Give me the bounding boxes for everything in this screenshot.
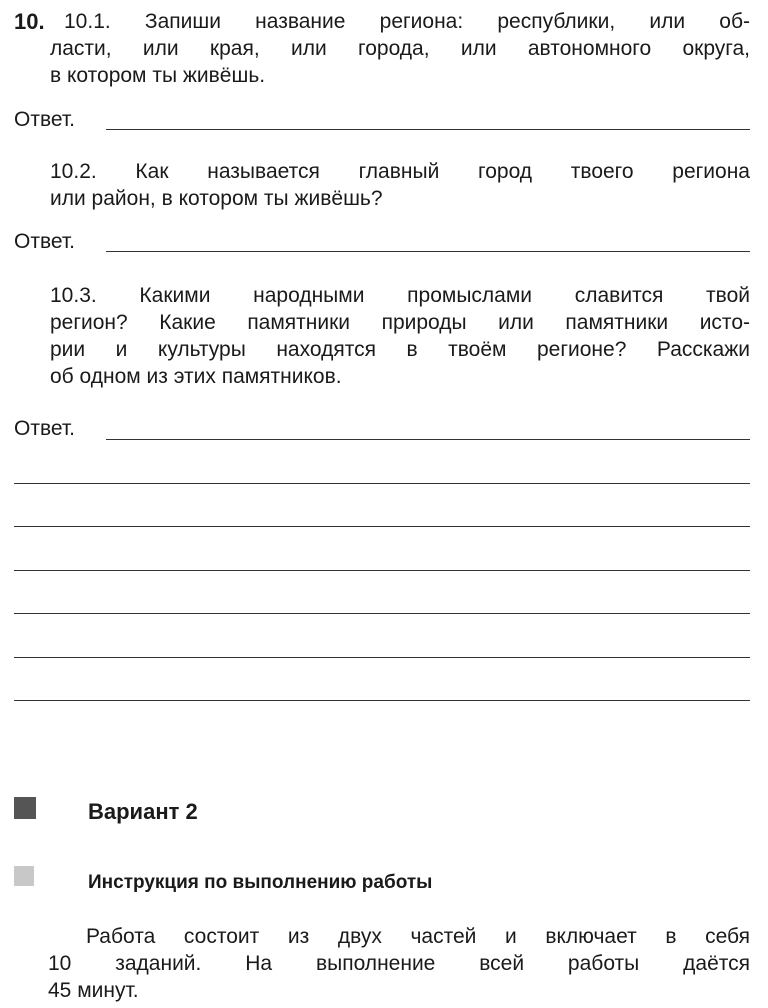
instruction-text [48,923,750,1004]
question-line: об одном из этих памятников. [50,365,342,388]
question-line: рии и культуры находятся в твоём регионе? Расскажи [50,338,750,361]
answer-label: Ответ. [14,230,75,253]
answer-line[interactable] [14,570,750,571]
question-line: регион? Какие памятники природы или памятники исто- [50,311,750,334]
answer-line[interactable] [14,700,750,701]
answer-line[interactable] [106,439,750,440]
question-line: 10.3. Какими народными промыслами славится твой [50,284,750,307]
instruction-line: 45 минут. [48,979,139,1002]
instruction-title: Инструкция по выполнению работы [88,872,433,893]
answer-line[interactable] [106,129,750,130]
question-10-3 [50,282,750,390]
answer-line[interactable] [14,613,750,614]
question-10-2 [50,158,750,212]
question-line: ласти, или края, или города, или автономного округа, [50,37,750,60]
light-square-icon [14,866,34,886]
answer-label: Ответ. [14,108,75,131]
instruction-line: 10 заданий. На выполнение всей работы даётся [48,952,750,975]
question-line: в котором ты живёшь. [50,64,266,87]
answer-line[interactable] [106,251,750,252]
answer-label: Ответ. [14,417,75,440]
question-line: 10.1. Запиши название региона: республики, или об- [64,10,750,33]
answer-line[interactable] [14,483,750,484]
question-line: 10.2. Как называется главный город твоего региона [50,160,750,183]
task-number: 10. [14,9,45,34]
instruction-line: Работа состоит из двух частей и включает в себя [86,925,750,948]
variant-title: Вариант 2 [88,799,198,824]
question-line: или район, в котором ты живёшь? [50,187,383,210]
question-10-1 [50,8,750,89]
dark-square-icon [14,797,36,819]
answer-line[interactable] [14,526,750,527]
answer-line[interactable] [14,657,750,658]
